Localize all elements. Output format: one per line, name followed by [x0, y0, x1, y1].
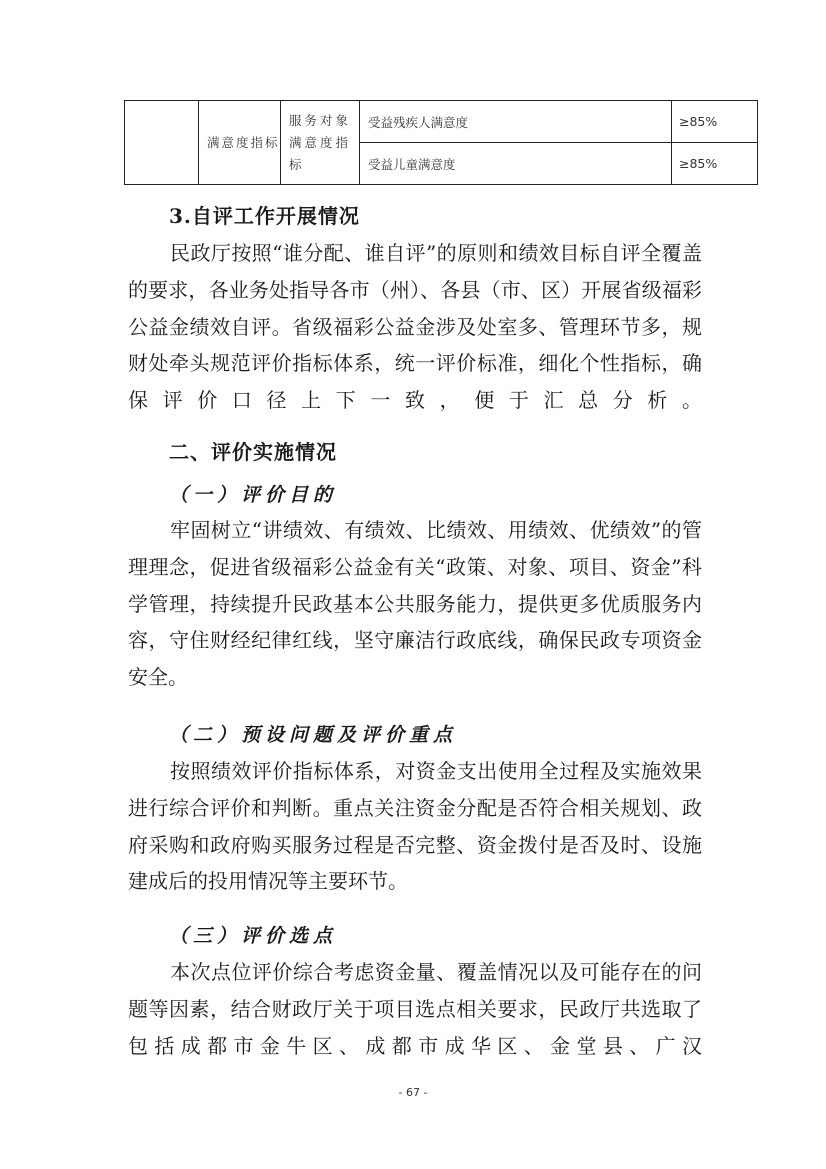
- table-row: [125, 101, 758, 143]
- sub1-heading: （一）评价目的: [169, 484, 338, 506]
- sub3-paragraph: 本次点位评价综合考虑资金量、覆盖情况以及可能存在的问题等因素，结合财政厅关于项目选点相关要求，民政厅共选取了包括成都市金牛区、成都市成华区、金堂县、广汉: [128, 960, 702, 1058]
- page-number: - 67 -: [398, 1086, 428, 1099]
- indicator-cell: 受益儿童满意度: [360, 143, 672, 185]
- category-cell: 满意度指标: [199, 101, 281, 185]
- value-cell: ≥85%: [672, 143, 758, 185]
- value-cell: ≥85%: [672, 101, 758, 143]
- subcategory-cell: 服务对象满意度指标: [281, 101, 360, 185]
- satisfaction-metrics-table: [124, 100, 758, 185]
- section3-paragraph: 民政厅按照“谁分配、谁自评”的原则和绩效目标自评全覆盖的要求，各业务处指导各市（州）、各县（市、区）开展省级福彩公益金绩效自评。省级福彩公益金涉及处室多、管理环节多，规财处牵头规范评价指标体系，统一评价标准，细化个性指标，确保评价口径上下一致，便于汇总分析。: [128, 241, 702, 413]
- blank-cell: [125, 101, 199, 185]
- sub2-heading: （二）预设问题及评价重点: [169, 724, 458, 746]
- part2-heading: 二、评价实施情况: [169, 440, 337, 464]
- sub2-paragraph: 按照绩效评价指标体系，对资金支出使用全过程及实施效果进行综合评价和判断。重点关注资金分配是否符合相关规划、政府采购和政府购买服务过程是否完整、资金拨付是否及时、设施建成后的投用情况等主要环节。: [128, 759, 702, 894]
- section3-heading: 3.自评工作开展情况: [169, 204, 360, 228]
- sub1-paragraph: 牢固树立“讲绩效、有绩效、比绩效、用绩效、优绩效”的管理理念，促进省级福彩公益金有关“政策、对象、项目、资金”科学管理，持续提升民政基本公共服务能力，提供更多优质服务内容，守住财经纪律红线，坚守廉洁行政底线，确保民政专项资金安全。: [128, 518, 702, 690]
- sub3-heading: （三）评价选点: [169, 925, 338, 947]
- indicator-cell: 受益残疾人满意度: [360, 101, 672, 143]
